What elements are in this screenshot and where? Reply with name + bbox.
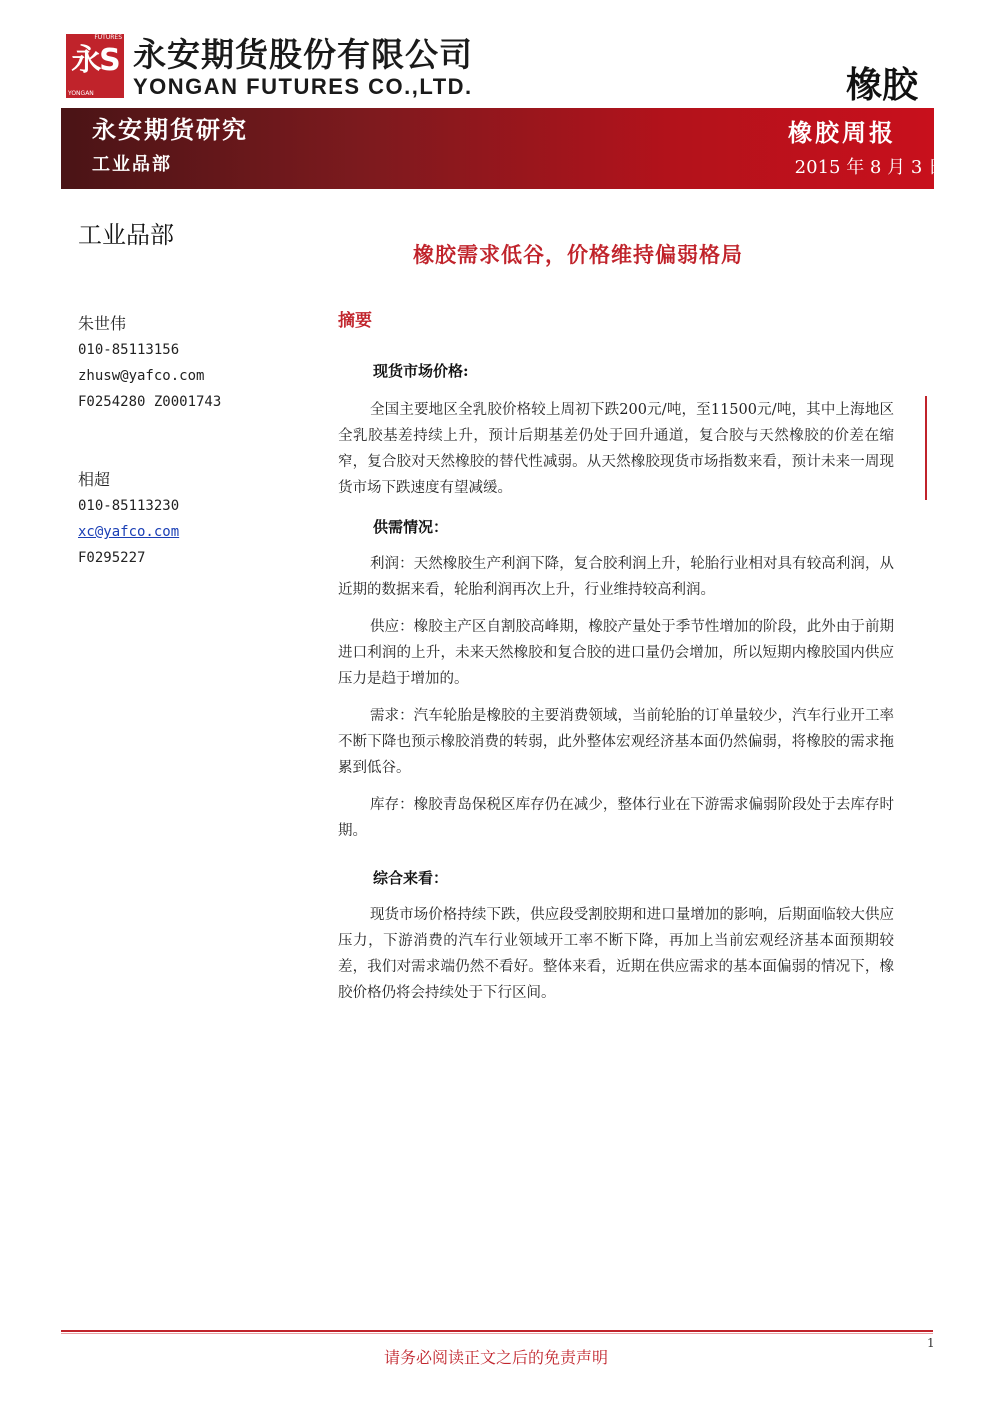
disclaimer-notice: 请务必阅读正文之后的免责声明 (383, 1348, 608, 1367)
logo-small-text-bottom: YONGAN (68, 90, 94, 97)
analyst-card (78, 467, 298, 571)
analyst-email-link[interactable]: xc@yafco.com (78, 524, 180, 540)
margin-marker (925, 396, 927, 500)
section-paragraph: 供应：橡胶主产区自割胶高峰期，橡胶产量处于季节性增加的阶段，此外由于前期进口利润的上升，未来天然橡胶和复合胶的进口量仍会增加，所以短期内橡胶国内供应压力是趋于增加的。 (338, 619, 894, 687)
analyst-name: 朱世伟 (78, 314, 127, 333)
section-supply-demand (338, 514, 894, 844)
page-number: 1 (927, 1336, 935, 1350)
analyst-name: 相超 (78, 470, 111, 489)
banner-department: 工业品部 (92, 154, 172, 175)
section-summary (338, 865, 894, 1006)
logo-glyph: 永S (71, 43, 119, 78)
section-heading: 综合来看： (373, 869, 449, 887)
footer-divider-thin (61, 1333, 933, 1334)
banner-research-label: 永安期货研究 (92, 115, 248, 144)
section-paragraph: 需求：汽车轮胎是橡胶的主要消费领域，当前轮胎的订单量较少，汽车行业开工率不断下降也预示橡胶消费的转弱，此外整体宏观经济基本面仍然偏弱，将橡胶的需求拖累到低谷。 (338, 708, 894, 776)
analyst-phone: 010-85113230 (78, 498, 180, 514)
logo-small-text-top: FUTURES (94, 34, 122, 41)
analyst-card (78, 311, 298, 415)
section-paragraph: 库存：橡胶青岛保税区库存仍在减少，整体行业在下游需求偏弱阶段处于去库存时期。 (338, 797, 894, 839)
banner-report-type: 橡胶周报 (788, 118, 896, 147)
section-spot-price (338, 358, 894, 501)
analyst-license: F0295227 (78, 550, 146, 566)
section-heading: 供需情况： (373, 518, 449, 536)
analyst-phone: 010-85113156 (78, 342, 180, 358)
company-name-cn: 永安期货股份有限公司 (133, 35, 473, 74)
section-heading: 现货市场价格: (373, 362, 469, 380)
company-logo (66, 34, 124, 98)
analyst-email: zhusw@yafco.com (78, 368, 205, 384)
sidebar-title: 工业品部 (78, 221, 174, 249)
section-paragraph: 利润：天然橡胶生产利润下降，复合胶利润上升，轮胎行业相对具有较高利润，从近期的数据来看，轮胎利润再次上升，行业维持较高利润。 (338, 556, 894, 598)
report-category: 橡胶 (845, 65, 918, 106)
company-name-en: YONGAN FUTURES CO.,LTD. (133, 74, 473, 99)
section-paragraph: 现货市场价格持续下跌，供应段受割胶期和进口量增加的影响，后期面临较大供应压力，下游消费的汽车行业领域开工率不断下降，再加上当前宏观经济基本面预期较差，我们对需求端仍然不看好。整体来看，近期在供应需求的基本面偏弱的情况下，橡胶价格仍将会持续处于下行区间。 (338, 907, 894, 1001)
analyst-license: F0254280 Z0001743 (78, 394, 222, 410)
report-date: 2015 年 8 月 3 日 (794, 157, 946, 178)
report-title: 橡胶需求低谷，价格维持偏弱格局 (413, 242, 743, 267)
section-paragraph: 全国主要地区全乳胶价格较上周初下跌200元/吨，至11500元/吨，其中上海地区全乳胶基差持续上升，预计后期基差仍处于回升通道，复合胶与天然橡胶的价差在缩窄，复合胶对天然橡胶的替代性减弱。从天然橡胶现货市场指数来看，预计未来一周现货市场下跌速度有望减缓。 (338, 402, 894, 496)
footer-divider (61, 1330, 933, 1332)
summary-heading: 摘要 (338, 311, 372, 331)
